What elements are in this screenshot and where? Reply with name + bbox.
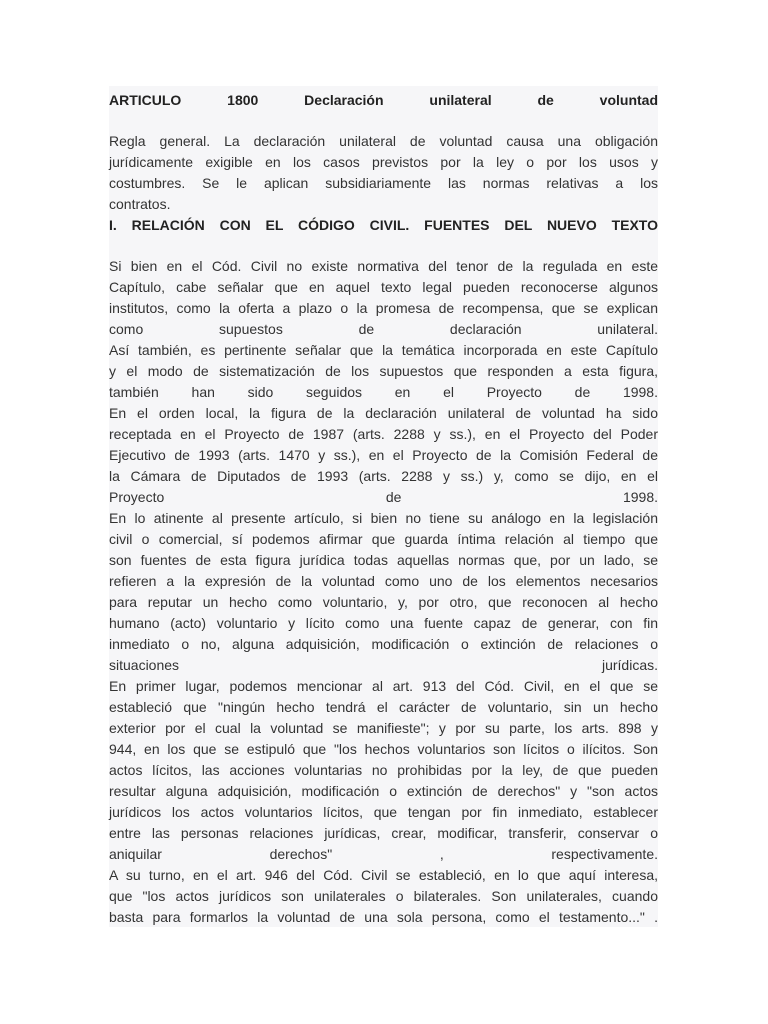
body-line: inmediato o no, alguna adquisición, modificación o extinción de relaciones o xyxy=(109,636,658,652)
body-line: Así también, es pertinente señalar que la temática incorporada en este Capítulo xyxy=(109,342,658,358)
body-line: como supuestos de declaración unilateral. xyxy=(109,321,658,337)
body-line: exterior por el cual la voluntad se manifieste"; y por su parte, los arts. 898 y xyxy=(109,720,658,736)
body-line: refieren a la expresión de la voluntad como uno de los elementos necesarios xyxy=(109,573,658,589)
body-line: En primer lugar, podemos mencionar al art. 913 del Cód. Civil, en el que se xyxy=(109,678,658,694)
body-line: entre las personas relaciones jurídicas, crear, modificar, transferir, conservar o xyxy=(109,825,658,841)
body-line: situaciones jurídicas. xyxy=(109,657,658,673)
general-rule-line: Regla general. La declaración unilateral de voluntad causa una obligación xyxy=(109,133,658,149)
article-title: ARTICULO 1800 Declaración unilateral de voluntad xyxy=(109,92,658,108)
body-line: resultar alguna adquisición, modificación o extinción de derechos" y "son actos xyxy=(109,783,658,799)
body-line: actos lícitos, las acciones voluntarias no prohibidas por la ley, de que pueden xyxy=(109,762,658,778)
body-line: Proyecto de 1998. xyxy=(109,489,658,505)
general-rule-line: contratos. xyxy=(109,196,171,212)
body-line: aniquilar derechos" , respectivamente. xyxy=(109,846,658,862)
body-line: humano (acto) voluntario y lícito como una fuente capaz de generar, con fin xyxy=(109,615,658,631)
general-rule-line: costumbres. Se le aplican subsidiariamente las normas relativas a los xyxy=(109,175,658,191)
body-line: son fuentes de esta figura jurídica todas aquellas normas que, por un lado, se xyxy=(109,552,658,568)
body-line: también han sido seguidos en el Proyecto de 1998. xyxy=(109,384,658,400)
body-line: En lo atinente al presente artículo, si bien no tiene su análogo en la legislación xyxy=(109,510,658,526)
body-line: Si bien en el Cód. Civil no existe normativa del tenor de la regulada en este xyxy=(109,258,658,274)
body-line: A su turno, en el art. 946 del Cód. Civil se estableció, en lo que aquí interesa, xyxy=(109,867,658,883)
body-line: civil o comercial, sí podemos afirmar que guarda íntima relación al tiempo que xyxy=(109,531,658,547)
body-line: En el orden local, la figura de la declaración unilateral de voluntad ha sido xyxy=(109,405,658,421)
body-line: basta para formarlos la voluntad de una sola persona, como el testamento..." . xyxy=(109,909,658,925)
body-line: Capítulo, cabe señalar que en aquel texto legal pueden reconocerse algunos xyxy=(109,279,658,295)
body-line: jurídicos los actos voluntarios lícitos, que tengan por fin inmediato, establecer xyxy=(109,804,658,820)
document-page xyxy=(109,86,658,927)
general-rule-line: jurídicamente exigible en los casos previstos por la ley o por los usos y xyxy=(109,154,658,170)
body-line: que "los actos jurídicos son unilaterales o bilaterales. Son unilaterales, cuando xyxy=(109,888,658,904)
body-line: receptada en el Proyecto de 1987 (arts. 2288 y ss.), en el Proyecto del Poder xyxy=(109,426,658,442)
body-line: y el modo de sistematización de los supuestos que responden a esta figura, xyxy=(109,363,658,379)
body-line: la Cámara de Diputados de 1993 (arts. 2288 y ss.) y, como se dijo, en el xyxy=(109,468,658,484)
body-line: institutos, como la oferta a plazo o la promesa de recompensa, que se explican xyxy=(109,300,658,316)
body-line: para reputar un hecho como voluntario, y, por otro, que reconocen al hecho xyxy=(109,594,658,610)
body-line: estableció que "ningún hecho tendrá el carácter de voluntario, sin un hecho xyxy=(109,699,658,715)
body-line: 944, en los que se estipuló que "los hechos voluntarios son lícitos o ilícitos. Son xyxy=(109,741,658,757)
body-line: Ejecutivo de 1993 (arts. 1470 y ss.), en el Proyecto de la Comisión Federal de xyxy=(109,447,658,463)
section-heading: I. RELACIÓN CON EL CÓDIGO CIVIL. FUENTES DEL NUEVO TEXTO xyxy=(109,217,658,233)
